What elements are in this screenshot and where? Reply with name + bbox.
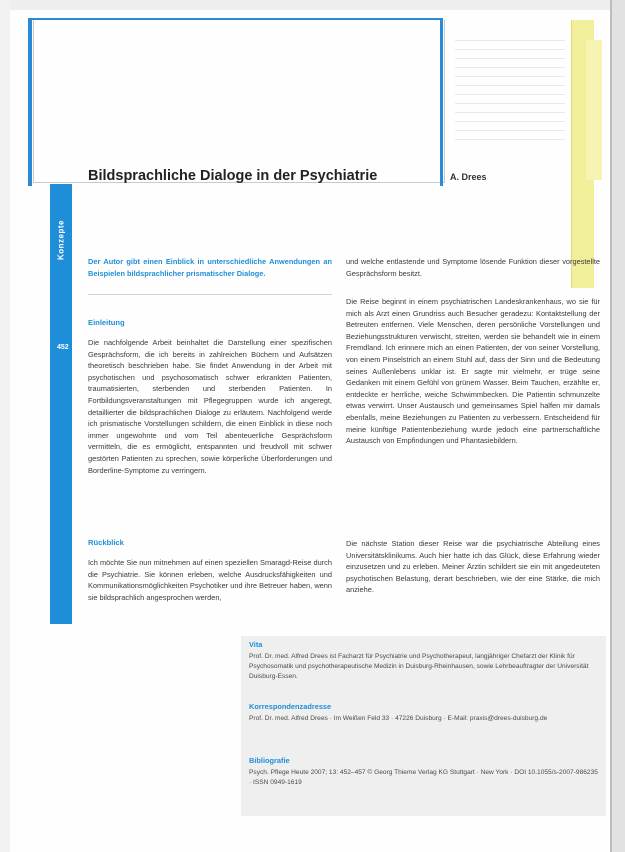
contact-heading: Korrespondenzadresse bbox=[249, 702, 332, 711]
right-paragraph-2: Die Reise beginnt in einem psychiatrischen Landeskrankenhaus, wo sie für mich als Arzt einen Grundriss auch Besucher geradezu: Kontaktstellung der Betreuten entfernen. Viele Menschen, deren persönliche Vorstellungen und Beziehungsstrukturen verwischt, streiten, werden sie behandelt wie in einem Fremdland. Ich erinnere mich an einen Patienten, der von seiner Vorstellung, von einem Pinselstrich an einem Stuhl auf, dass der Sinn und die Bedeutung seines Außenlebens unklar ist. Er sagte mir vielmehr, er trüge seine Gedanken mit einem Gefühl von grünem Wasser. Beim Tauchen, erzählte er, entdeckte er herrliche, weiche Schwimmbecken. Die Patientin schmunzelte etwas verwirrt. Unser Austausch und gemeinsames Spiel halfen mir damals ebenfalls, meine Beziehungen zu Patienten zu verbessern. Entscheidend für meine künftige Patientenbeziehung wurde jedoch eine partnerschaftliche Austausch von Empfindungen und Phantasiebildern. bbox=[346, 297, 600, 446]
faint-text-lines bbox=[455, 40, 565, 148]
second-text: Ich möchte Sie nun mitnehmen auf einen speziellen Smaragd-Reise durch die Psychiatrie. Sie können erleben, welche Ausdrucksfähigkeiten und Kommunikationsmöglichkeiten Psychotiker und ihre Betreuer haben, wenn sie bildsprachlich angesprochen werden, bbox=[88, 558, 332, 602]
vita-heading: Vita bbox=[249, 640, 263, 649]
article-title: Bildsprachliche Dialoge in der Psychiatrie bbox=[88, 168, 378, 184]
section-heading-intro: Einleitung bbox=[88, 318, 125, 327]
abstract: Der Autor gibt einen Einblick in unterschiedliche Anwendungen an Beispielen bildsprachlicher prismatischer Dialoge. bbox=[88, 257, 332, 278]
scan-edge-left bbox=[0, 0, 10, 852]
blue-rule-left bbox=[28, 18, 32, 186]
blue-rule-top bbox=[28, 18, 440, 20]
intro-text: Die nachfolgende Arbeit beinhaltet die Darstellung einer spezifischen Gesprächsform, die ich bereits in zahlreichen Büchern und Aufsätzen theoretisch beschrieben habe. Sie findet Anwendung in der Arbeit mit psychotischen und psychosomatisch schwer erkrankten Patienten, traumatisierten, sterbenden und sterbenden Patienten. In Fortbildungsveranstaltungen mit Pflegegruppen wurde ich angeregt, detaillierter die bildsprachlichen Dialoge zu erläutern. Nachfolgend werde ich prismatische Vorstellungen schildern, die einen Einblick in diese noch immer ungewohnte und vom Teil abenteuerliche Gesprächsform vermitteln, die es ermöglicht, entspannten und freudvoll mit schwer gestörten Patienten zu sprechen, sowie körperliche Überforderungen und Borderline-Symptome zu verringern. bbox=[88, 338, 332, 475]
article-author: A. Drees bbox=[450, 172, 487, 182]
right-paragraph-1: und welche entlastende und Symptome lösende Funktion dieser vorgestellte Gesprächsform besitzt. bbox=[346, 257, 600, 278]
blue-rule-right bbox=[440, 18, 443, 186]
bibliography-text: Psych. Pflege Heute 2007; 13: 452–457 © Georg Thieme Verlag KG Stuttgart · New York · DOI 10.1055/s-2007-986235 · ISSN 0949-1619 bbox=[249, 769, 598, 786]
scan-edge-right bbox=[611, 0, 625, 852]
info-box bbox=[241, 636, 606, 816]
bibliography-heading: Bibliografie bbox=[249, 756, 290, 765]
category-label: Konzepte bbox=[56, 220, 66, 260]
divider bbox=[88, 294, 332, 295]
right-paragraph-3: Die nächste Station dieser Reise war die psychiatrische Abteilung eines Universitätsklinikums. Auch hier hatte ich das Glück, diese Erfahrung wieder einzusetzen und zu erleben. Meiner Ärztin schildert sie ein mit angedeuteten psychotischen Belastung, derart beschrieben, wie der eine Stärke, die mich anziehe. bbox=[346, 539, 600, 595]
page-fold bbox=[610, 0, 612, 852]
sticky-note-strip bbox=[586, 40, 602, 180]
header-frame bbox=[33, 20, 445, 183]
section-heading-second: Rückblick bbox=[88, 538, 124, 547]
vita-text: Prof. Dr. med. Alfred Drees ist Facharzt für Psychiatrie und Psychotherapeut, langjähriger Chefarzt der Klinik für Psychosomatik und psychotherapeutische Medizin in Duisburg-Rheinhausen, sowie Lehrbeauftragter der Universität Duisburg-Essen. bbox=[249, 653, 589, 680]
contact-text: Prof. Dr. med. Alfred Drees · Im Weißen Feld 33 · 47226 Duisburg · E-Mail: praxis@drees-duisburg.de bbox=[249, 715, 548, 722]
scan-edge-top bbox=[0, 0, 625, 10]
page-number: 452 bbox=[57, 344, 69, 351]
